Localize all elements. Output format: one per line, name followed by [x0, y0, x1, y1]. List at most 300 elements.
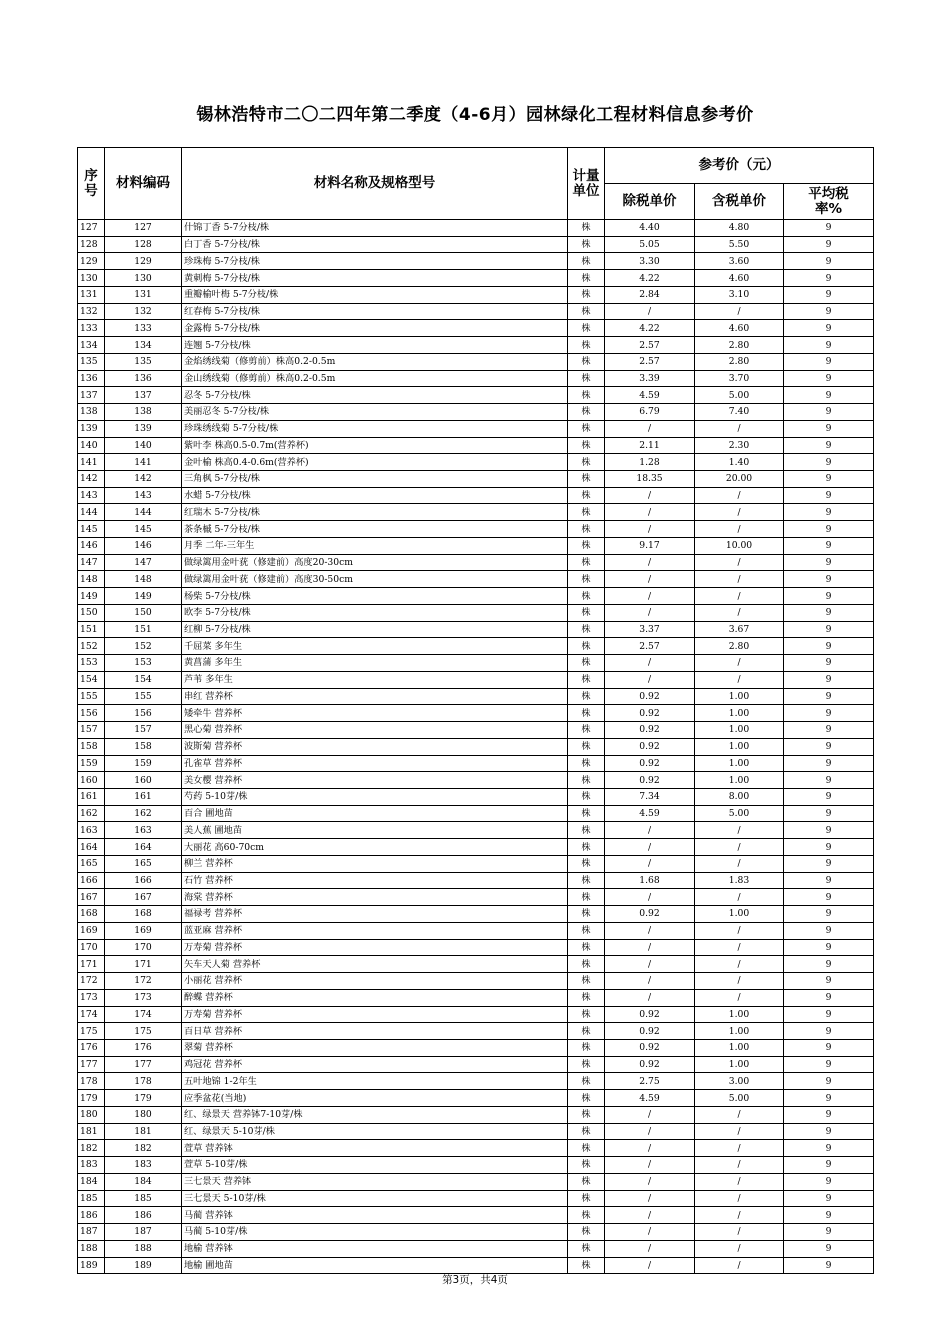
cell-tax-rate: 9 [784, 872, 874, 889]
cell-ex-tax: 0.92 [605, 772, 695, 789]
cell-code: 186 [105, 1207, 182, 1224]
table-row [78, 1123, 874, 1140]
cell-tax-rate: 9 [784, 738, 874, 755]
page-footer: 第3页，共4页 [442, 1274, 508, 1286]
cell-unit: 株 [568, 454, 605, 471]
cell-ex-tax: 2.11 [605, 437, 695, 454]
cell-code: 152 [105, 638, 182, 655]
cell-seq: 137 [78, 387, 105, 404]
cell-seq: 185 [78, 1190, 105, 1207]
cell-inc-tax: 1.40 [695, 454, 784, 471]
cell-inc-tax: / [695, 1140, 784, 1157]
cell-seq: 182 [78, 1140, 105, 1157]
cell-tax-rate: 9 [784, 220, 874, 237]
cell-tax-rate: 9 [784, 1023, 874, 1040]
table-row [78, 588, 874, 605]
cell-code: 163 [105, 822, 182, 839]
cell-name: 地榆 圃地苗 [182, 1257, 568, 1274]
cell-ex-tax: 4.22 [605, 320, 695, 337]
cell-inc-tax: / [695, 1207, 784, 1224]
cell-name: 矮牵牛 营养杯 [182, 705, 568, 722]
cell-code: 188 [105, 1240, 182, 1257]
cell-name: 茶条槭 5-7分枝/株 [182, 521, 568, 538]
cell-ex-tax: 1.68 [605, 872, 695, 889]
cell-unit: 株 [568, 487, 605, 504]
cell-tax-rate: 9 [784, 989, 874, 1006]
cell-tax-rate: 9 [784, 571, 874, 588]
cell-code: 160 [105, 772, 182, 789]
cell-tax-rate: 9 [784, 1056, 874, 1073]
table-row [78, 822, 874, 839]
cell-name: 大丽花 高60-70cm [182, 839, 568, 856]
cell-code: 157 [105, 722, 182, 739]
cell-ex-tax: / [605, 922, 695, 939]
table-row [78, 471, 874, 488]
table-row [78, 688, 874, 705]
cell-unit: 株 [568, 1056, 605, 1073]
cell-name: 黑心菊 营养杯 [182, 722, 568, 739]
cell-unit: 株 [568, 1190, 605, 1207]
cell-name: 马蔺 5-10芽/株 [182, 1224, 568, 1241]
table-row [78, 554, 874, 571]
cell-name: 金山绣线菊（修剪前）株高0.2-0.5m [182, 370, 568, 387]
cell-ex-tax: 0.92 [605, 722, 695, 739]
cell-name: 萱草 营养钵 [182, 1140, 568, 1157]
cell-unit: 株 [568, 537, 605, 554]
cell-unit: 株 [568, 1207, 605, 1224]
cell-code: 176 [105, 1039, 182, 1056]
cell-ex-tax: / [605, 973, 695, 990]
table-row [78, 939, 874, 956]
cell-unit: 株 [568, 320, 605, 337]
cell-name: 万寿菊 营养杯 [182, 1006, 568, 1023]
cell-seq: 154 [78, 671, 105, 688]
cell-name: 欧李 5-7分枝/株 [182, 604, 568, 621]
cell-ex-tax: 5.05 [605, 236, 695, 253]
cell-code: 141 [105, 454, 182, 471]
cell-seq: 178 [78, 1073, 105, 1090]
table-row [78, 906, 874, 923]
cell-inc-tax: 10.00 [695, 537, 784, 554]
cell-name: 万寿菊 营养杯 [182, 939, 568, 956]
cell-seq: 167 [78, 889, 105, 906]
cell-tax-rate: 9 [784, 671, 874, 688]
cell-inc-tax: 8.00 [695, 788, 784, 805]
cell-tax-rate: 9 [784, 788, 874, 805]
cell-code: 165 [105, 855, 182, 872]
cell-ex-tax: 18.35 [605, 471, 695, 488]
table-row [78, 772, 874, 789]
cell-name: 水蜡 5-7分枝/株 [182, 487, 568, 504]
cell-inc-tax: / [695, 1224, 784, 1241]
cell-inc-tax: 3.60 [695, 253, 784, 270]
table-row [78, 504, 874, 521]
cell-unit: 株 [568, 353, 605, 370]
table-row [78, 537, 874, 554]
cell-code: 158 [105, 738, 182, 755]
cell-unit: 株 [568, 722, 605, 739]
cell-unit: 株 [568, 922, 605, 939]
cell-unit: 株 [568, 956, 605, 973]
cell-ex-tax: / [605, 1106, 695, 1123]
cell-unit: 株 [568, 939, 605, 956]
cell-code: 130 [105, 270, 182, 287]
table-row [78, 671, 874, 688]
cell-ex-tax: / [605, 1190, 695, 1207]
cell-unit: 株 [568, 973, 605, 990]
cell-seq: 181 [78, 1123, 105, 1140]
cell-tax-rate: 9 [784, 906, 874, 923]
table-row [78, 1006, 874, 1023]
cell-name: 金露梅 5-7分枝/株 [182, 320, 568, 337]
header-inc-tax: 含税单价 [695, 184, 784, 220]
cell-seq: 187 [78, 1224, 105, 1241]
cell-inc-tax: 2.80 [695, 638, 784, 655]
cell-name: 黄刺梅 5-7分枝/株 [182, 270, 568, 287]
cell-code: 146 [105, 537, 182, 554]
cell-unit: 株 [568, 889, 605, 906]
cell-ex-tax: 0.92 [605, 705, 695, 722]
cell-unit: 株 [568, 805, 605, 822]
cell-name: 百日草 营养杯 [182, 1023, 568, 1040]
cell-seq: 156 [78, 705, 105, 722]
table-row [78, 1173, 874, 1190]
cell-code: 147 [105, 554, 182, 571]
cell-ex-tax: / [605, 855, 695, 872]
cell-unit: 株 [568, 1106, 605, 1123]
cell-seq: 150 [78, 604, 105, 621]
cell-unit: 株 [568, 788, 605, 805]
cell-seq: 157 [78, 722, 105, 739]
cell-tax-rate: 9 [784, 370, 874, 387]
table-row [78, 303, 874, 320]
cell-code: 166 [105, 872, 182, 889]
cell-inc-tax: / [695, 1190, 784, 1207]
cell-tax-rate: 9 [784, 236, 874, 253]
cell-inc-tax: 1.00 [695, 1056, 784, 1073]
cell-unit: 株 [568, 738, 605, 755]
cell-code: 156 [105, 705, 182, 722]
cell-code: 173 [105, 989, 182, 1006]
cell-ex-tax: 3.30 [605, 253, 695, 270]
cell-ex-tax: 9.17 [605, 537, 695, 554]
cell-seq: 158 [78, 738, 105, 755]
cell-inc-tax: / [695, 554, 784, 571]
cell-tax-rate: 9 [784, 554, 874, 571]
table-row [78, 705, 874, 722]
table-row [78, 437, 874, 454]
cell-code: 180 [105, 1106, 182, 1123]
cell-name: 连翘 5-7分枝/株 [182, 337, 568, 354]
cell-inc-tax: / [695, 420, 784, 437]
cell-seq: 144 [78, 504, 105, 521]
cell-inc-tax: 5.00 [695, 1090, 784, 1107]
table-row [78, 855, 874, 872]
cell-tax-rate: 9 [784, 487, 874, 504]
cell-inc-tax: / [695, 939, 784, 956]
cell-inc-tax: 1.00 [695, 722, 784, 739]
cell-seq: 174 [78, 1006, 105, 1023]
cell-name: 三七景天 营养钵 [182, 1173, 568, 1190]
cell-name: 柳兰 营养杯 [182, 855, 568, 872]
cell-inc-tax: / [695, 839, 784, 856]
cell-name: 红柳 5-7分枝/株 [182, 621, 568, 638]
cell-ex-tax: 3.37 [605, 621, 695, 638]
cell-inc-tax: 3.10 [695, 286, 784, 303]
cell-unit: 株 [568, 220, 605, 237]
cell-name: 红瑞木 5-7分枝/株 [182, 504, 568, 521]
cell-name: 三角枫 5-7分枝/株 [182, 471, 568, 488]
cell-inc-tax: / [695, 1257, 784, 1274]
cell-inc-tax: / [695, 855, 784, 872]
cell-unit: 株 [568, 839, 605, 856]
cell-seq: 155 [78, 688, 105, 705]
cell-code: 175 [105, 1023, 182, 1040]
cell-ex-tax: / [605, 1123, 695, 1140]
cell-unit: 株 [568, 621, 605, 638]
cell-inc-tax: / [695, 1240, 784, 1257]
cell-tax-rate: 9 [784, 286, 874, 303]
cell-code: 132 [105, 303, 182, 320]
cell-tax-rate: 9 [784, 805, 874, 822]
cell-inc-tax: / [695, 956, 784, 973]
cell-tax-rate: 9 [784, 722, 874, 739]
cell-code: 144 [105, 504, 182, 521]
cell-name: 百合 圃地苗 [182, 805, 568, 822]
cell-ex-tax: 0.92 [605, 688, 695, 705]
table-row [78, 1106, 874, 1123]
cell-inc-tax: 4.60 [695, 320, 784, 337]
cell-seq: 128 [78, 236, 105, 253]
cell-unit: 株 [568, 387, 605, 404]
cell-code: 155 [105, 688, 182, 705]
cell-seq: 184 [78, 1173, 105, 1190]
cell-name: 白丁香 5-7分枝/株 [182, 236, 568, 253]
cell-code: 168 [105, 906, 182, 923]
cell-unit: 株 [568, 671, 605, 688]
table-row [78, 1224, 874, 1241]
cell-code: 153 [105, 655, 182, 672]
cell-tax-rate: 9 [784, 437, 874, 454]
cell-inc-tax: 1.83 [695, 872, 784, 889]
table-row [78, 320, 874, 337]
table-row [78, 454, 874, 471]
cell-ex-tax: 0.92 [605, 1023, 695, 1040]
table-row [78, 286, 874, 303]
cell-name: 美丽忍冬 5-7分枝/株 [182, 404, 568, 421]
cell-seq: 160 [78, 772, 105, 789]
cell-tax-rate: 9 [784, 420, 874, 437]
cell-seq: 148 [78, 571, 105, 588]
cell-seq: 165 [78, 855, 105, 872]
cell-tax-rate: 9 [784, 337, 874, 354]
header-unit: 计量单位 [568, 148, 605, 220]
table-row [78, 638, 874, 655]
cell-tax-rate: 9 [784, 655, 874, 672]
cell-seq: 169 [78, 922, 105, 939]
cell-inc-tax: / [695, 487, 784, 504]
cell-name: 珍珠梅 5-7分枝/株 [182, 253, 568, 270]
cell-unit: 株 [568, 705, 605, 722]
cell-tax-rate: 9 [784, 353, 874, 370]
table-row [78, 1157, 874, 1174]
header-tax-rate: 平均税率% [784, 184, 874, 220]
cell-seq: 153 [78, 655, 105, 672]
cell-name: 红、绿景天 营养钵7-10芽/株 [182, 1106, 568, 1123]
cell-ex-tax: / [605, 989, 695, 1006]
cell-code: 184 [105, 1173, 182, 1190]
header-ref-price: 参考价（元） [605, 148, 874, 184]
table-row [78, 270, 874, 287]
cell-code: 182 [105, 1140, 182, 1157]
cell-unit: 株 [568, 688, 605, 705]
cell-tax-rate: 9 [784, 1240, 874, 1257]
header-name: 材料名称及规格型号 [182, 148, 568, 220]
cell-inc-tax: 4.80 [695, 220, 784, 237]
cell-name: 做绿篱用金叶莸（修建前）高度30-50cm [182, 571, 568, 588]
cell-unit: 株 [568, 337, 605, 354]
cell-inc-tax: / [695, 889, 784, 906]
cell-inc-tax: / [695, 655, 784, 672]
cell-name: 马蔺 营养钵 [182, 1207, 568, 1224]
table-row [78, 387, 874, 404]
cell-name: 芍药 5-10芽/株 [182, 788, 568, 805]
cell-unit: 株 [568, 1140, 605, 1157]
table-row [78, 404, 874, 421]
cell-name: 黄菖蒲 多年生 [182, 655, 568, 672]
table-body [78, 220, 874, 1274]
cell-tax-rate: 9 [784, 320, 874, 337]
cell-code: 134 [105, 337, 182, 354]
cell-name: 五叶地锦 1-2年生 [182, 1073, 568, 1090]
cell-code: 169 [105, 922, 182, 939]
cell-name: 翠菊 营养杯 [182, 1039, 568, 1056]
cell-inc-tax: 1.00 [695, 688, 784, 705]
cell-name: 美女樱 营养杯 [182, 772, 568, 789]
cell-unit: 株 [568, 604, 605, 621]
table-row [78, 1039, 874, 1056]
cell-seq: 130 [78, 270, 105, 287]
cell-inc-tax: / [695, 973, 784, 990]
cell-inc-tax: 1.00 [695, 755, 784, 772]
cell-name: 月季 二年-三年生 [182, 537, 568, 554]
cell-seq: 141 [78, 454, 105, 471]
cell-code: 174 [105, 1006, 182, 1023]
cell-code: 178 [105, 1073, 182, 1090]
cell-ex-tax: 0.92 [605, 1056, 695, 1073]
cell-tax-rate: 9 [784, 839, 874, 856]
cell-unit: 株 [568, 989, 605, 1006]
cell-name: 珍珠绣线菊 5-7分枝/株 [182, 420, 568, 437]
table-row [78, 220, 874, 237]
cell-name: 重瓣榆叶梅 5-7分枝/株 [182, 286, 568, 303]
table-row [78, 922, 874, 939]
table-row [78, 655, 874, 672]
cell-unit: 株 [568, 571, 605, 588]
cell-tax-rate: 9 [784, 1006, 874, 1023]
cell-inc-tax: / [695, 604, 784, 621]
table-row [78, 889, 874, 906]
cell-ex-tax: 4.40 [605, 220, 695, 237]
cell-name: 醉蝶 营养杯 [182, 989, 568, 1006]
cell-code: 185 [105, 1190, 182, 1207]
cell-code: 143 [105, 487, 182, 504]
cell-ex-tax: / [605, 822, 695, 839]
cell-inc-tax: 2.80 [695, 337, 784, 354]
header-ex-tax: 除税单价 [605, 184, 695, 220]
table-row [78, 337, 874, 354]
cell-ex-tax: / [605, 504, 695, 521]
cell-name: 美人蕉 圃地苗 [182, 822, 568, 839]
table-row [78, 1090, 874, 1107]
cell-ex-tax: 4.59 [605, 387, 695, 404]
cell-ex-tax: 2.75 [605, 1073, 695, 1090]
cell-tax-rate: 9 [784, 638, 874, 655]
cell-unit: 株 [568, 1157, 605, 1174]
cell-name: 串红 营养杯 [182, 688, 568, 705]
cell-seq: 161 [78, 788, 105, 805]
cell-code: 162 [105, 805, 182, 822]
cell-ex-tax: 0.92 [605, 738, 695, 755]
table-row [78, 370, 874, 387]
table-row [78, 1140, 874, 1157]
cell-ex-tax: / [605, 956, 695, 973]
cell-code: 170 [105, 939, 182, 956]
cell-ex-tax: / [605, 655, 695, 672]
cell-code: 136 [105, 370, 182, 387]
cell-unit: 株 [568, 1240, 605, 1257]
cell-ex-tax: / [605, 521, 695, 538]
table-row [78, 521, 874, 538]
cell-unit: 株 [568, 253, 605, 270]
cell-unit: 株 [568, 822, 605, 839]
cell-tax-rate: 9 [784, 604, 874, 621]
table-row [78, 738, 874, 755]
cell-unit: 株 [568, 1173, 605, 1190]
cell-ex-tax: / [605, 839, 695, 856]
cell-seq: 147 [78, 554, 105, 571]
cell-name: 地榆 营养钵 [182, 1240, 568, 1257]
cell-seq: 136 [78, 370, 105, 387]
table-row [78, 621, 874, 638]
table-row [78, 1240, 874, 1257]
cell-seq: 139 [78, 420, 105, 437]
cell-ex-tax: / [605, 1157, 695, 1174]
table-row [78, 805, 874, 822]
cell-ex-tax: 4.22 [605, 270, 695, 287]
table-row [78, 1073, 874, 1090]
cell-tax-rate: 9 [784, 1106, 874, 1123]
cell-inc-tax: / [695, 1157, 784, 1174]
cell-seq: 131 [78, 286, 105, 303]
table-row [78, 973, 874, 990]
cell-seq: 189 [78, 1257, 105, 1274]
cell-inc-tax: 1.00 [695, 1039, 784, 1056]
cell-name: 福禄考 营养杯 [182, 906, 568, 923]
cell-seq: 183 [78, 1157, 105, 1174]
cell-ex-tax: / [605, 588, 695, 605]
cell-tax-rate: 9 [784, 705, 874, 722]
cell-unit: 株 [568, 1073, 605, 1090]
cell-name: 萱草 5-10芽/株 [182, 1157, 568, 1174]
cell-ex-tax: 0.92 [605, 906, 695, 923]
cell-ex-tax: / [605, 487, 695, 504]
cell-tax-rate: 9 [784, 939, 874, 956]
table-row [78, 989, 874, 1006]
cell-inc-tax: / [695, 521, 784, 538]
cell-ex-tax: 7.34 [605, 788, 695, 805]
cell-name: 小丽花 营养杯 [182, 973, 568, 990]
